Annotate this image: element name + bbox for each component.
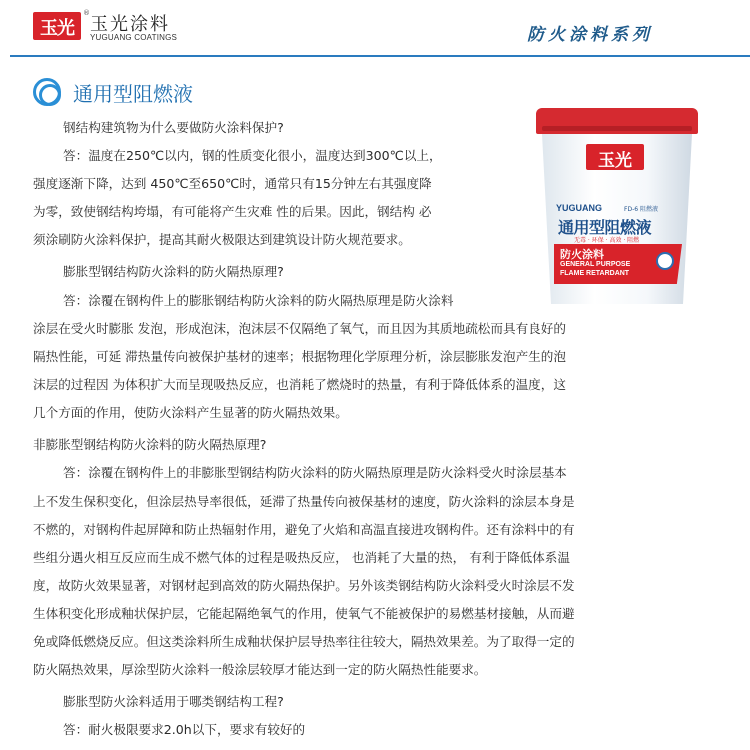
answer-3-line: 生体积变化形成釉状保护层，它能起隔绝氧气的作用，使氧气不能被保护的易燃基材接触，从而避	[33, 606, 575, 621]
answer-2-line: 沫层的过程因 为体积扩大而呈现吸热反应，也消耗了燃烧时的热量，有利于降低体系的温度，这	[33, 377, 566, 392]
answer-2-line: 涂层在受火时膨胀 发泡，形成泡沫，泡沫层不仅隔绝了氧气，而且因为其质地疏松而具有良好的	[33, 321, 566, 336]
answer-3-line: 上不发生保积变化，但涂层热导率很低，延滞了热量传向被保基材的速度，防火涂料的涂层本身是	[33, 494, 575, 509]
product-category: 防火涂料	[560, 248, 604, 261]
product-brand-en: YUGUANG	[556, 203, 603, 213]
answer-1-line: 强度逐渐下降，达到 450℃至650℃时，通常只有15分钟左右其强度降	[33, 176, 432, 191]
product-model: FD-6 阻燃液	[624, 206, 658, 213]
answer-3-line: 些组分遇火相互反应而生成不燃气体的过程是吸热反应， 也消耗了大量的热， 有利于降低体系温	[33, 550, 570, 565]
answer-3-line: 防火隔热效果，厚涂型防火涂料一般涂层较厚才能达到一定的防火隔热性能要求。	[33, 662, 487, 677]
question-2: 膨胀型钢结构防火涂料的防火隔热原理?	[63, 264, 284, 279]
answer-1-line: 为零，致使钢结构垮塌，有可能将产生灾难 性的后果。因此，钢结构 必	[33, 204, 432, 219]
product-image	[528, 108, 706, 308]
series-title: 防火涂料系列	[527, 25, 653, 45]
product-tags: 无毒 · 环保 · 高效 · 阻燃	[574, 237, 640, 244]
product-badge-icon	[656, 252, 674, 270]
product-name: 通用型阻燃液	[558, 218, 652, 237]
product-logo	[586, 144, 644, 170]
brand-name-en: YUGUANG COATINGS	[90, 33, 178, 42]
product-logo-text: 玉光	[598, 151, 632, 171]
question-4: 膨胀型防火涂料适用于哪类钢结构工程?	[63, 694, 284, 709]
page-header	[0, 0, 750, 52]
product-en-line-2: FLAME RETARDANT	[560, 270, 630, 277]
answer-3-line: 答：涂覆在钢构件上的非膨胀型钢结构防火涂料的防火隔热原理是防火涂料受火时涂层基本	[63, 465, 567, 480]
answer-1-line: 答：温度在250℃以内，钢的性质变化很小，温度达到300℃以上，	[63, 148, 442, 163]
answer-4-line: 答：耐火极限要求2.0h以下，要求有较好的	[63, 722, 306, 737]
answer-2-line: 几个方面的作用，使防火涂料产生显著的防火隔热效果。	[33, 405, 348, 420]
registered-mark: ®	[83, 9, 90, 17]
answer-3-line: 度，故防火效果显著，对钢材起到高效的防火隔热保护。另外该类钢结构防火涂料受火时涂层不发	[33, 578, 575, 593]
header-divider	[10, 55, 750, 57]
answer-3-line: 免或降低燃烧反应。但这类涂料所生成釉状保护层导热率往往较大，隔热效果差。为了取得一定的	[33, 634, 575, 649]
question-3: 非膨胀型钢结构防火涂料的防火隔热原理?	[33, 437, 267, 452]
brand-logo-text: 玉光	[40, 18, 74, 39]
answer-3-line: 不燃的，对钢构件起屏障和防止热辐射作用，避免了火焰和高温直接进攻钢构件。还有涂料中的有	[33, 522, 575, 537]
brand-logo	[33, 12, 81, 40]
answer-1-line: 须涂刷防火涂料保护，提高其耐火极限达到建筑设计防火规范要求。	[33, 232, 411, 247]
double-ring-icon	[33, 78, 61, 106]
answer-2-line: 隔热性能，可延 滞热量传向被保护基材的速率；根据物理化学原理分析，涂层膨胀发泡产生的泡	[33, 349, 566, 364]
section-title: 通用型阻燃液	[73, 82, 193, 106]
answer-2-line: 答：涂覆在钢构件上的膨胀钢结构防火涂料的防火隔热原理是防火涂料	[63, 293, 454, 308]
brand-name-cn: 玉光涂料	[90, 14, 170, 35]
product-en-line-1: GENERAL PURPOSE	[560, 261, 631, 268]
bucket-lid	[536, 108, 698, 134]
question-1: 钢结构建筑物为什么要做防火涂料保护?	[63, 120, 284, 135]
